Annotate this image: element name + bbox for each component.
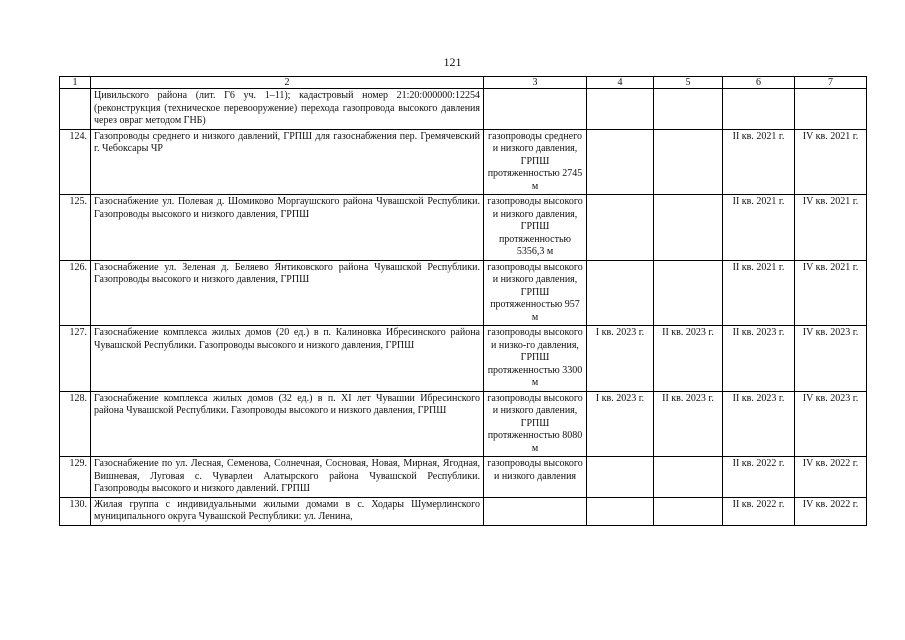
row-number (60, 89, 91, 130)
period-cell: IV кв. 2022 г. (795, 497, 867, 525)
period-cell (723, 89, 795, 130)
period-cell: IV кв. 2021 г. (795, 195, 867, 261)
object-specification: газопроводы высокого и низкого давления, ГРПШ протяженностью 8080 м (484, 391, 587, 457)
period-cell (587, 260, 654, 326)
period-cell: II кв. 2023 г. (723, 326, 795, 392)
period-cell (654, 89, 723, 130)
period-cell: II кв. 2021 г. (723, 195, 795, 261)
column-number: 3 (484, 77, 587, 89)
object-description: Газопроводы среднего и низкого давлений, ГРПШ для газоснабжения пер. Гремячевский г. Чебоксары ЧР (91, 129, 484, 195)
period-cell: IV кв. 2023 г. (795, 391, 867, 457)
object-description: Жилая группа с индивидуальными жилыми домами в с. Ходары Шумерлинского муниципального округа Чувашской Республики: ул. Ленина, (91, 497, 484, 525)
period-cell: II кв. 2023 г. (654, 326, 723, 392)
period-cell: IV кв. 2023 г. (795, 326, 867, 392)
period-cell: I кв. 2023 г. (587, 391, 654, 457)
period-cell: II кв. 2023 г. (654, 391, 723, 457)
column-number: 1 (60, 77, 91, 89)
row-number: 130. (60, 497, 91, 525)
table-row (60, 89, 867, 130)
period-cell (654, 497, 723, 525)
column-number: 5 (654, 77, 723, 89)
column-number: 7 (795, 77, 867, 89)
object-description: Газоснабжение ул. Зеленая д. Беляево Янтиковского района Чувашской Республики. Газопроводы высокого и низкого давления, ГРПШ (91, 260, 484, 326)
row-number: 128. (60, 391, 91, 457)
row-number: 127. (60, 326, 91, 392)
object-specification: газопроводы высокого и низко-го давления, ГРПШ протяженностью 3300 м (484, 326, 587, 392)
column-number: 4 (587, 77, 654, 89)
table-row (60, 497, 867, 525)
table-row (60, 129, 867, 195)
object-specification: газопроводы высокого и низкого давления (484, 457, 587, 498)
period-cell: II кв. 2022 г. (723, 457, 795, 498)
period-cell (587, 457, 654, 498)
row-number: 129. (60, 457, 91, 498)
column-number: 6 (723, 77, 795, 89)
table-row (60, 260, 867, 326)
period-cell: II кв. 2022 г. (723, 497, 795, 525)
object-description: Газоснабжение по ул. Лесная, Семенова, Солнечная, Сосновая, Новая, Мирная, Ягодная, Вишневая, Луговая с. Чуварлеи Алатырского района Чувашской Республики. Газопроводы высокого и низкого давлений. ГРПШ (91, 457, 484, 498)
period-cell (587, 89, 654, 130)
period-cell (654, 457, 723, 498)
column-number: 2 (91, 77, 484, 89)
period-cell (654, 195, 723, 261)
period-cell: II кв. 2021 г. (723, 260, 795, 326)
object-description: Цивильского района (лит. Г6 уч. 1–11); кадастровый номер 21:20:000000:12254 (реконструкция (техническое перевооружение) перехода газопровода высокого давления через овраг методом ГНБ) (91, 89, 484, 130)
object-description: Газоснабжение ул. Полевая д. Шомиково Моргаушского района Чувашской Республики. Газопроводы высокого и низкого давления, ГРПШ (91, 195, 484, 261)
object-specification: газопроводы среднего и низкого давления, ГРПШ протяженностью 2745 м (484, 129, 587, 195)
period-cell (654, 260, 723, 326)
table-row (60, 391, 867, 457)
table-row (60, 195, 867, 261)
period-cell (654, 129, 723, 195)
period-cell: II кв. 2023 г. (723, 391, 795, 457)
object-specification (484, 89, 587, 130)
period-cell: IV кв. 2021 г. (795, 260, 867, 326)
period-cell: IV кв. 2022 г. (795, 457, 867, 498)
period-cell (587, 129, 654, 195)
period-cell (587, 195, 654, 261)
row-number: 124. (60, 129, 91, 195)
table-row (60, 326, 867, 392)
period-cell: II кв. 2021 г. (723, 129, 795, 195)
object-specification (484, 497, 587, 525)
object-specification: газопроводы высокого и низкого давления, ГРПШ протяженностью 5356,3 м (484, 195, 587, 261)
object-description: Газоснабжение комплекса жилых домов (20 ед.) в п. Калиновка Ибресинского района Чувашской Республики. Газопроводы высокого и низкого давления, ГРПШ (91, 326, 484, 392)
period-cell (587, 497, 654, 525)
object-description: Газоснабжение комплекса жилых домов (32 ед.) в п. XI лет Чувашии Ибресинского района Чувашской Республики. Газопроводы высокого и низкого давления, ГРПШ (91, 391, 484, 457)
period-cell: IV кв. 2021 г. (795, 129, 867, 195)
object-specification: газопроводы высокого и низкого давления, ГРПШ протяженностью 957 м (484, 260, 587, 326)
row-number: 125. (60, 195, 91, 261)
column-number-row (60, 77, 867, 89)
page-number: 121 (443, 55, 462, 69)
row-number: 126. (60, 260, 91, 326)
construction-schedule-table (59, 76, 867, 526)
table-row (60, 457, 867, 498)
period-cell: I кв. 2023 г. (587, 326, 654, 392)
period-cell (795, 89, 867, 130)
